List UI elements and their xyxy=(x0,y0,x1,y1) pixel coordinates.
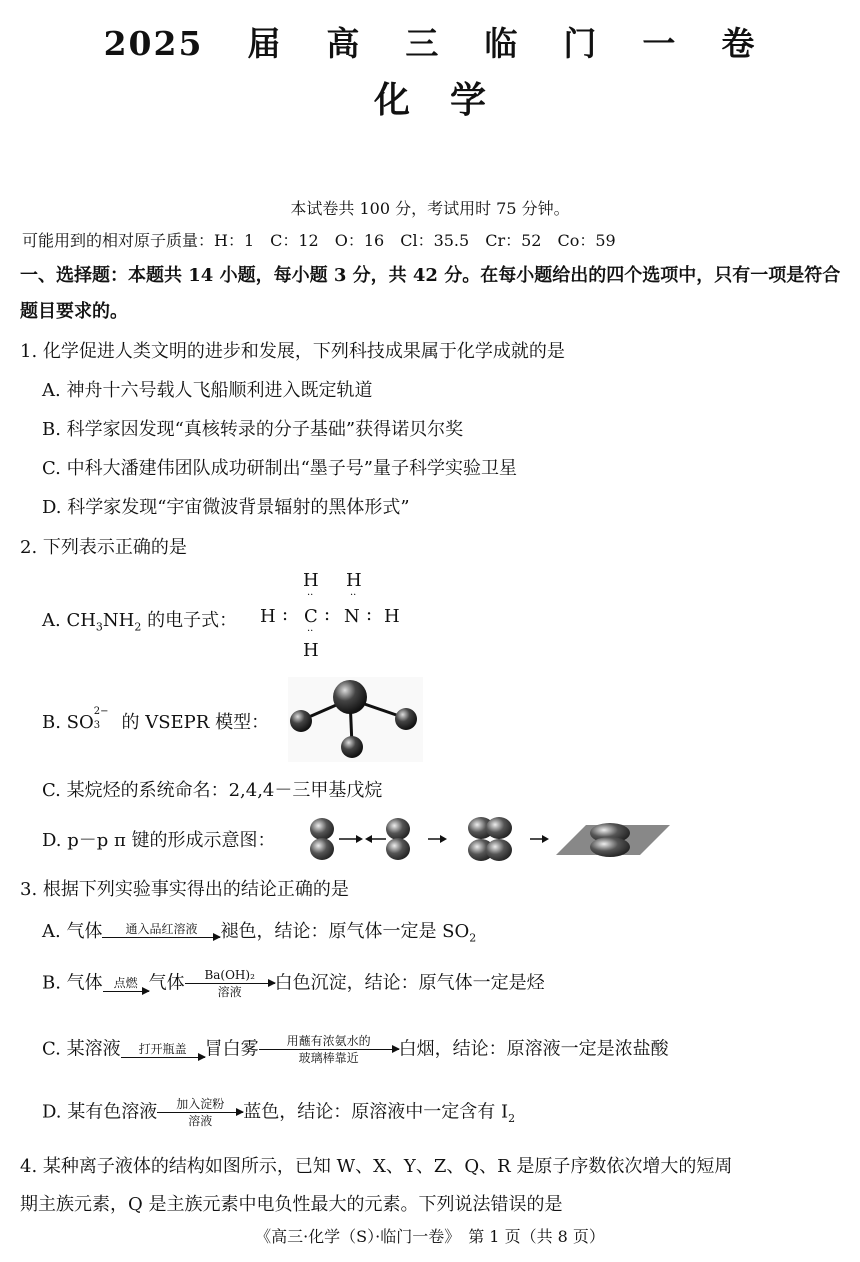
question-1-option-c: C. 中科大潘建伟团队成功研制出“墨子号”量子科学实验卫星 xyxy=(42,458,517,479)
lewis-h-left: H xyxy=(260,606,276,627)
question-3-option-b: B. 气体 点燃 气体 Ba(OH)₂ 溶液 白色沉淀，结论：原气体一定是烃 xyxy=(42,968,545,999)
question-4-stem-line1: 4. 某种离子液体的结构如图所示，已知 W、X、Y、Z、Q、R 是原子序数依次增大的短周 xyxy=(20,1156,733,1177)
lewis-h-top-c: H xyxy=(303,570,319,591)
lewis-h-bottom: H xyxy=(303,640,319,661)
reaction-arrow: 点燃 xyxy=(103,976,149,993)
exam-title: 2025 届 高 三 临 门 一 卷 xyxy=(103,24,757,63)
question-2-stem: 2. 下列表示正确的是 xyxy=(20,537,187,558)
question-3-option-a: A. 气体 通入品红溶液 褪色，结论：原气体一定是 $SO_2$ xyxy=(42,921,477,945)
lewis-dots: ·· xyxy=(350,590,357,601)
question-3-option-d: D. 某有色溶液 加入淀粉 溶液 蓝色，结论：原溶液中一定含有 $I_2$ xyxy=(42,1097,516,1128)
reaction-arrow: 通入品红溶液 xyxy=(102,922,220,939)
question-1-option-b: B. 科学家因发现“真核转录的分子基础”获得诺贝尔奖 xyxy=(42,419,464,440)
question-2-option-b: B. SO 2− 3 的 VSEPR 模型： xyxy=(42,706,270,733)
reaction-arrow: Ba(OH)₂ 溶液 xyxy=(185,968,275,999)
page-footer: 《高三·化学（S）·临门一卷》 第 1 页（共 8 页） xyxy=(255,1227,605,1246)
question-2-option-c: C. 某烷烃的系统命名：2,4,4－三甲基戊烷 xyxy=(42,780,383,801)
lewis-c: C xyxy=(304,606,318,627)
atomic-masses: 可能用到的相对原子质量：H：1 C：12 O：16 Cl：35.5 Cr：52 Co：59 xyxy=(22,231,616,250)
lewis-dots: : xyxy=(282,604,289,625)
lewis-h-right: H xyxy=(384,606,400,627)
pi-bond-diagram xyxy=(306,815,670,863)
reaction-arrow: 用蘸有浓氨水的 玻璃棒靠近 xyxy=(259,1034,399,1065)
lewis-dots: ·· xyxy=(307,626,314,637)
question-1-option-d: D. 科学家发现“宇宙微波背景辐射的黑体形式” xyxy=(42,497,410,518)
exam-intro: 本试卷共 100 分，考试用时 75 分钟。 xyxy=(290,199,570,218)
question-1-stem: 1. 化学促进人类文明的进步和发展，下列科技成果属于化学成就的是 xyxy=(20,341,565,362)
lewis-dots: ·· xyxy=(307,590,314,601)
lewis-n: N xyxy=(344,606,360,627)
question-3-stem: 3. 根据下列实验事实得出的结论正确的是 xyxy=(20,879,349,900)
question-3-option-c: C. 某溶液 打开瓶盖 冒白雾 用蘸有浓氨水的 玻璃棒靠近 白烟，结论：原溶液一定是浓盐酸 xyxy=(42,1034,669,1065)
lewis-dots: : xyxy=(366,604,373,625)
reaction-arrow: 加入淀粉 溶液 xyxy=(157,1097,243,1128)
reaction-arrow: 打开瓶盖 xyxy=(121,1042,205,1059)
vsepr-model-image xyxy=(288,677,423,762)
question-1-option-a: A. 神舟十六号载人飞船顺利进入既定轨道 xyxy=(42,380,373,401)
question-2-option-a: A. $CH_3NH_2$ 的电子式： xyxy=(42,610,238,634)
question-2-option-d: D. p－p π 键的形成示意图： xyxy=(42,830,276,851)
section-heading: 一、选择题：本题共 14 小题，每小题 3 分，共 42 分。在每小题给出的四个选项中，只有一项是符合题目要求的。 xyxy=(20,265,841,322)
question-4-stem-line2: 期主族元素，Q 是主族元素中电负性最大的元素。下列说法错误的是 xyxy=(20,1194,563,1215)
lewis-structure xyxy=(258,570,408,665)
lewis-h-top-n: H xyxy=(346,570,362,591)
lewis-dots: : xyxy=(324,604,331,625)
subject-title: 化 学 xyxy=(373,79,487,121)
